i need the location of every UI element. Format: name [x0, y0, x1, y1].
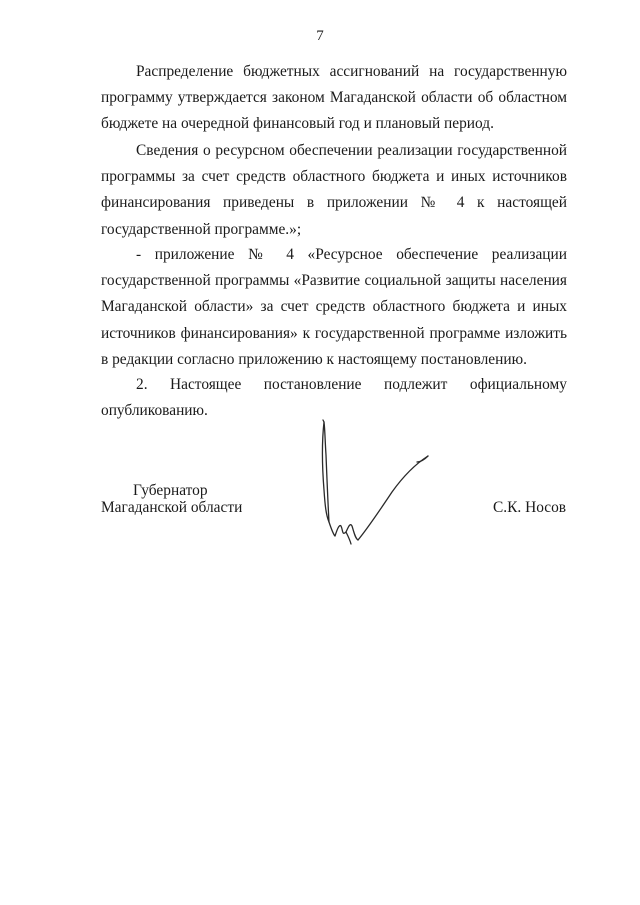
- position-region: Магаданской области: [101, 499, 243, 516]
- handwritten-signature-icon: [310, 410, 440, 560]
- page-number: 7: [316, 28, 324, 44]
- position-title: Губернатор: [133, 482, 208, 499]
- paragraph-text: 2. Настоящее постановление подлежит официальному опубликованию.: [101, 376, 567, 420]
- paragraph-text: Распределение бюджетных ассигнований на государственную программу утверждается законом Магаданской области об областном бюджете на очередной финансовый год и плановый период.: [101, 63, 567, 133]
- paragraph-text: - приложение № 4 «Ресурсное обеспечение реализации государственной программы «Развитие социальной защиты населения Магаданской области» за счет средств областного бюджета и иных источников финансирования» к государственной программе изложить в редакции согласно приложению к настоящему постановлению.: [101, 246, 567, 368]
- paragraph-text: Сведения о ресурсном обеспечении реализации государственной программы за счет средств областного бюджета и иных источников финансирования приведены в приложении № 4 к настоящей государственной программе.»;: [101, 142, 567, 238]
- signatory-name: С.К. Носов: [493, 499, 567, 516]
